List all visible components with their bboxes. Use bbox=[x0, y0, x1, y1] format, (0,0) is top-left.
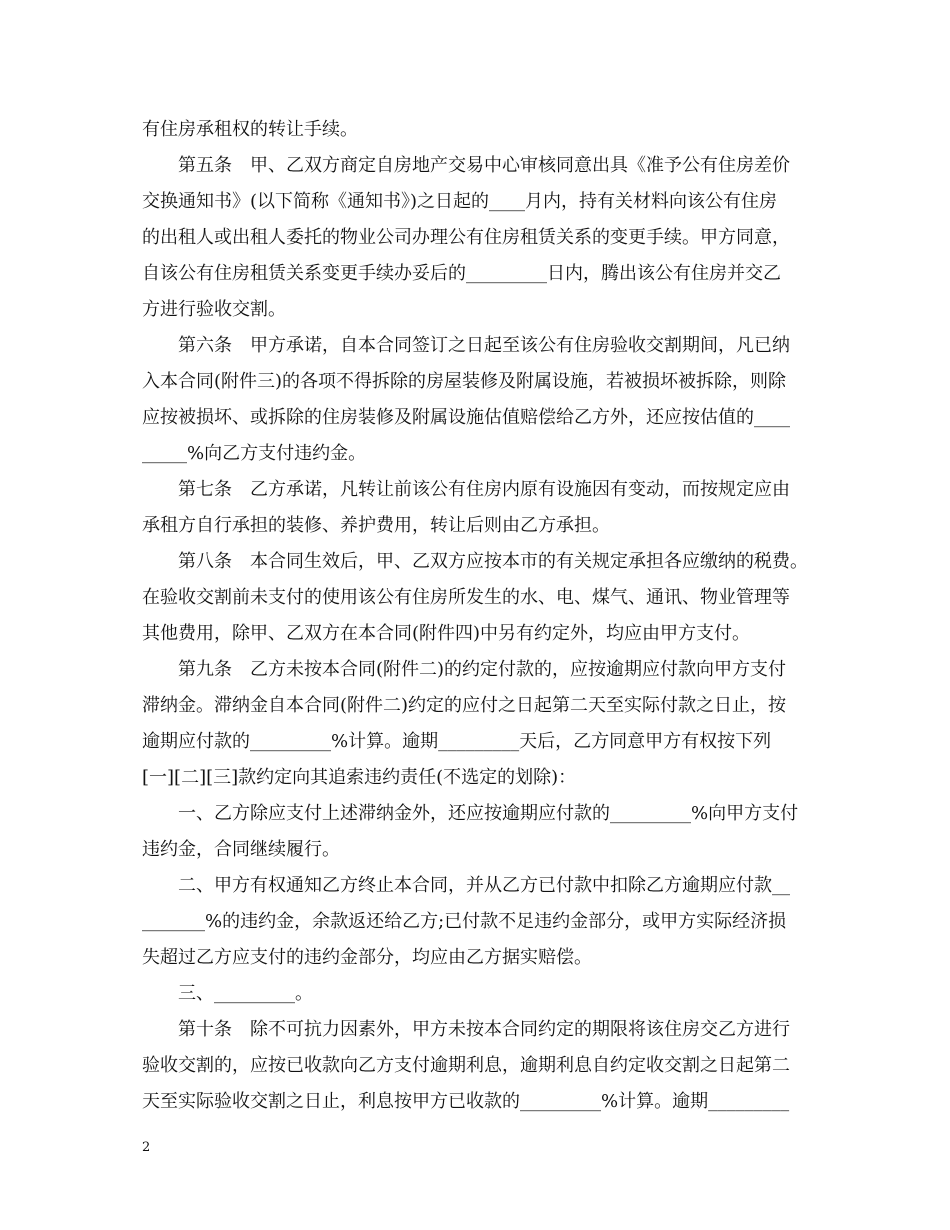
text-line: 承租方自行承担的装修、养护费用，转让后则由乙方承担。 bbox=[142, 515, 610, 536]
text-line: 第十条 除不可抗力因素外，甲方未按本合同约定的期限将该住房交乙方进行 bbox=[178, 1019, 790, 1040]
text-line: 第八条 本合同生效后，甲、乙双方应按本市的有关规定承担各应缴纳的税费。 bbox=[178, 551, 808, 572]
text-line: 逾期应付款的_________%计算。逾期_________天后，乙方同意甲方有权按下列 bbox=[142, 731, 772, 752]
text-line: 第九条 乙方未按本合同(附件二)的约定付款的，应按逾期应付款向甲方支付 bbox=[178, 659, 787, 680]
text-line: 方进行验收交割。 bbox=[142, 299, 286, 320]
text-line: 滞纳金。滞纳金自本合同(附件二)约定的应付之日起第二天至实际付款之日止，按 bbox=[142, 695, 787, 716]
text-line: 第五条 甲、乙双方商定自房地产交易中心审核同意出具《准予公有住房差价 bbox=[178, 155, 790, 176]
page-number: 2 bbox=[142, 1140, 151, 1155]
text-line: 三、_________。 bbox=[178, 983, 313, 1004]
text-line: 失超过乙方应支付的违约金部分，均应由乙方据实赔偿。 bbox=[142, 947, 592, 968]
text-line: 验收交割的，应按已收款向乙方支付逾期利息，逾期利息自约定收交割之日起第二 bbox=[142, 1055, 790, 1076]
text-line: 有住房承租权的转让手续。 bbox=[142, 119, 358, 140]
text-line: 交换通知书》(以下简称《通知书》)之日起的____月内，持有关材料向该公有住房 bbox=[142, 191, 778, 212]
text-line: 入本合同(附件三)的各项不得拆除的房屋装修及附属设施，若被损坏被拆除，则除 bbox=[142, 371, 787, 392]
text-line: 第七条 乙方承诺，凡转让前该公有住房内原有设施因有变动，而按规定应由 bbox=[178, 479, 790, 500]
text-line: _______%的违约金，余款返还给乙方;已付款不足违约金部分，或甲方实际经济损 bbox=[142, 911, 787, 932]
text-line: _____%向乙方支付违约金。 bbox=[142, 443, 367, 464]
text-line: [一][二][三]款约定向其追索违约责任(不选定的划除)： bbox=[142, 767, 577, 788]
text-line: 在验收交割前未支付的使用该公有住房所发生的水、电、煤气、通讯、物业管理等 bbox=[142, 587, 790, 608]
text-line: 第六条 甲方承诺，自本合同签订之日起至该公有住房验收交割期间，凡已纳 bbox=[178, 335, 790, 356]
text-line: 二、甲方有权通知乙方终止本合同，并从乙方已付款中扣除乙方逾期应付款__ bbox=[178, 875, 790, 896]
text-line: 其他费用，除甲、乙双方在本合同(附件四)中另有约定外，均应由甲方支付。 bbox=[142, 623, 751, 644]
text-line: 应按被损坏、或拆除的住房装修及附属设施估值赔偿给乙方外，还应按估值的____ bbox=[142, 407, 790, 428]
text-line: 天至实际验收交割之日止，利息按甲方已收款的_________%计算。逾期_________ bbox=[142, 1091, 790, 1112]
text-line: 的出租人或出租人委托的物业公司办理公有住房租赁关系的变更手续。甲方同意， bbox=[142, 227, 790, 248]
text-line: 违约金，合同继续履行。 bbox=[142, 839, 340, 860]
text-line: 自该公有住房租赁关系变更手续办妥后的_________日内，腾出该公有住房并交乙 bbox=[142, 263, 781, 284]
text-line: 一、乙方除应支付上述滞纳金外，还应按逾期应付款的_________%向甲方支付 bbox=[178, 803, 799, 824]
